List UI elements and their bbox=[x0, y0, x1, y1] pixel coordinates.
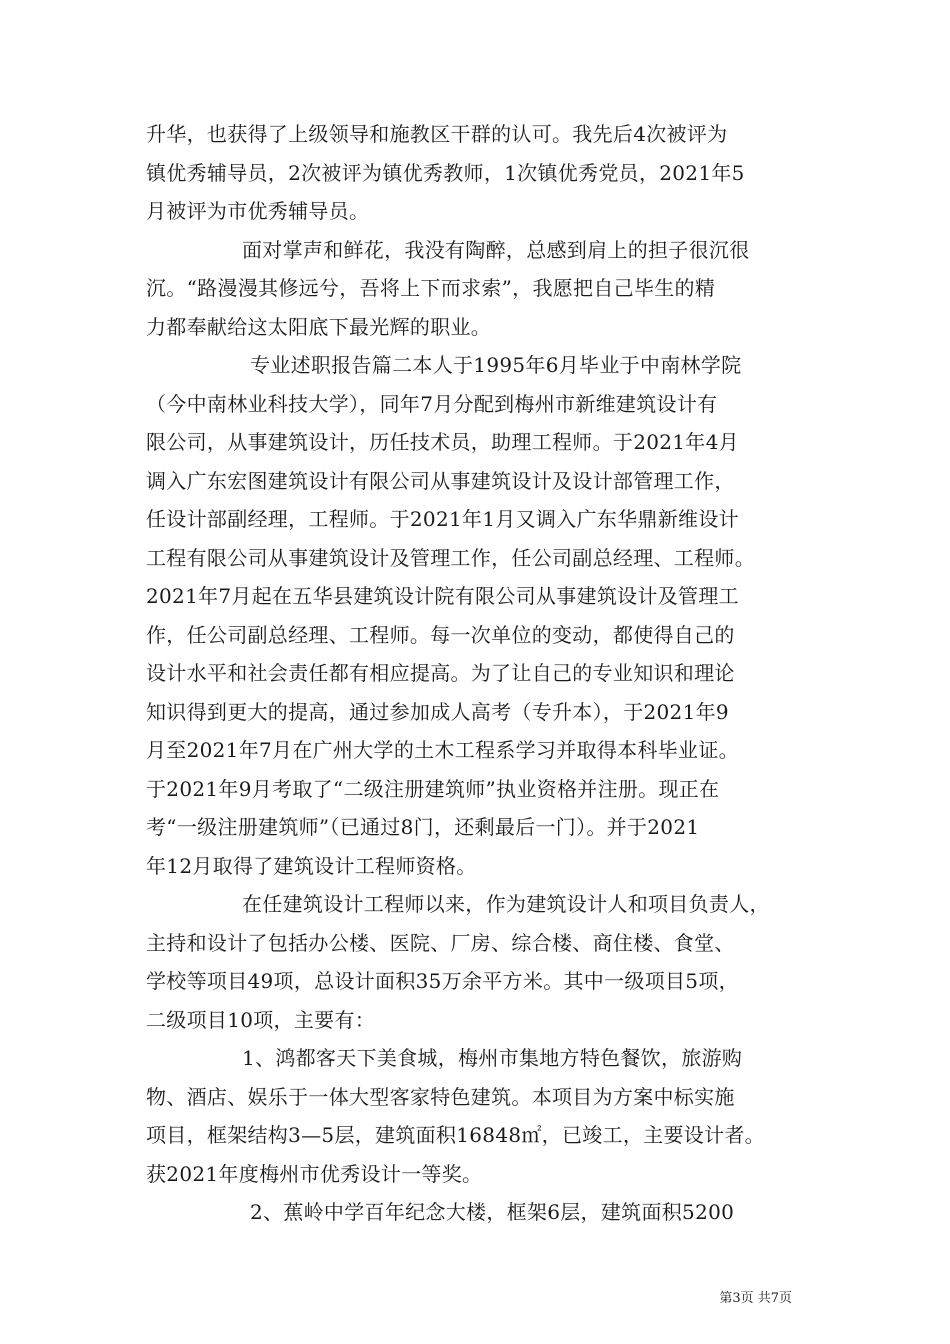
text-line: 主持和设计了包括办公楼、医院、厂房、综合楼、商住楼、食堂、 bbox=[146, 930, 735, 955]
paragraph-start-line: 在任建筑设计工程师以来，作为建筑设计人和项目负责人， bbox=[242, 892, 770, 916]
text-line: 获2021年度梅州市优秀设计一等奖。 bbox=[146, 1161, 483, 1186]
paragraph-start-line: 面对掌声和鲜花，我没有陶醉，总感到肩上的担子很沉很 bbox=[242, 237, 750, 262]
text-line: 2021年7月起在五华县建筑设计院有限公司从事建筑设计及管理工 bbox=[146, 584, 739, 608]
text-line: 物、酒店、娱乐于一体大型客家特色建筑。本项目为方案中标实施 bbox=[146, 1084, 735, 1109]
text-line: （今中南林业科技大学），同年7月分配到梅州市新维建筑设计有 bbox=[146, 391, 718, 416]
text-line: 考“一级注册建筑师”（已通过8门，还剩最后一门）。并于2021 bbox=[146, 815, 700, 839]
text-line: 月至2021年7月在广州大学的土木工程系学习并取得本科毕业证。 bbox=[146, 738, 739, 762]
text-line: 工程有限公司从事建筑设计及管理工作，任公司副总经理、工程师。 bbox=[146, 545, 755, 570]
text-line: 月被评为市优秀辅导员。 bbox=[146, 199, 370, 223]
text-line: 作，任公司副总经理、工程师。每一次单位的变动，都使得自己的 bbox=[146, 622, 735, 647]
text-line: 二级项目10项，主要有： bbox=[146, 1007, 376, 1032]
text-line: 沉。“路漫漫其修远兮，吾将上下而求索”，我愿把自己毕生的精 bbox=[146, 276, 716, 300]
paragraph-start-line: 2、蕉岭中学百年纪念大楼，框架6层，建筑面积5200 bbox=[250, 1200, 735, 1224]
page-number-footer: 第3页 共7页 bbox=[719, 1291, 792, 1306]
text-line: 年12月取得了建筑设计工程师资格。 bbox=[146, 853, 477, 878]
text-line: 知识得到更大的提高，通过参加成人高考（专升本），于2021年9 bbox=[146, 699, 729, 724]
text-line: 镇优秀辅导员，2次被评为镇优秀教师，1次镇优秀党员，2021年5 bbox=[146, 160, 745, 185]
text-line: 升华，也获得了上级领导和施教区干群的认可。我先后4次被评为 bbox=[146, 122, 728, 146]
text-line: 设计水平和社会责任都有相应提高。为了让自己的专业知识和理论 bbox=[146, 661, 735, 685]
paragraph-start-line: 1、鸿都客天下美食城，梅州市集地方特色餐饮，旅游购 bbox=[242, 1046, 743, 1070]
text-line: 任设计部副经理，工程师。于2021年1月又调入广东华鼎新维设计 bbox=[146, 507, 739, 531]
text-line: 限公司，从事建筑设计，历任技术员，助理工程师。于2021年4月 bbox=[146, 430, 739, 454]
text-line: 学校等项目49项，总设计面积35万余平方米。其中一级项目5项， bbox=[146, 969, 739, 993]
text-line: 调入广东宏图建筑设计有限公司从事建筑设计及设计部管理工作， bbox=[146, 468, 735, 493]
paragraph-start-line: 专业述职报告篇二本人于1995年6月毕业于中南林学院 bbox=[250, 353, 742, 377]
document-body bbox=[146, 118, 812, 1235]
text-line: 力都奉献给这太阳底下最光辉的职业。 bbox=[146, 314, 492, 339]
text-line: 项目，框架结构3—5层，建筑面积16848㎡，已竣工，主要设计者。 bbox=[146, 1123, 765, 1147]
text-line: 于2021年9月考取了“二级注册建筑师”执业资格并注册。现正在 bbox=[146, 776, 720, 801]
